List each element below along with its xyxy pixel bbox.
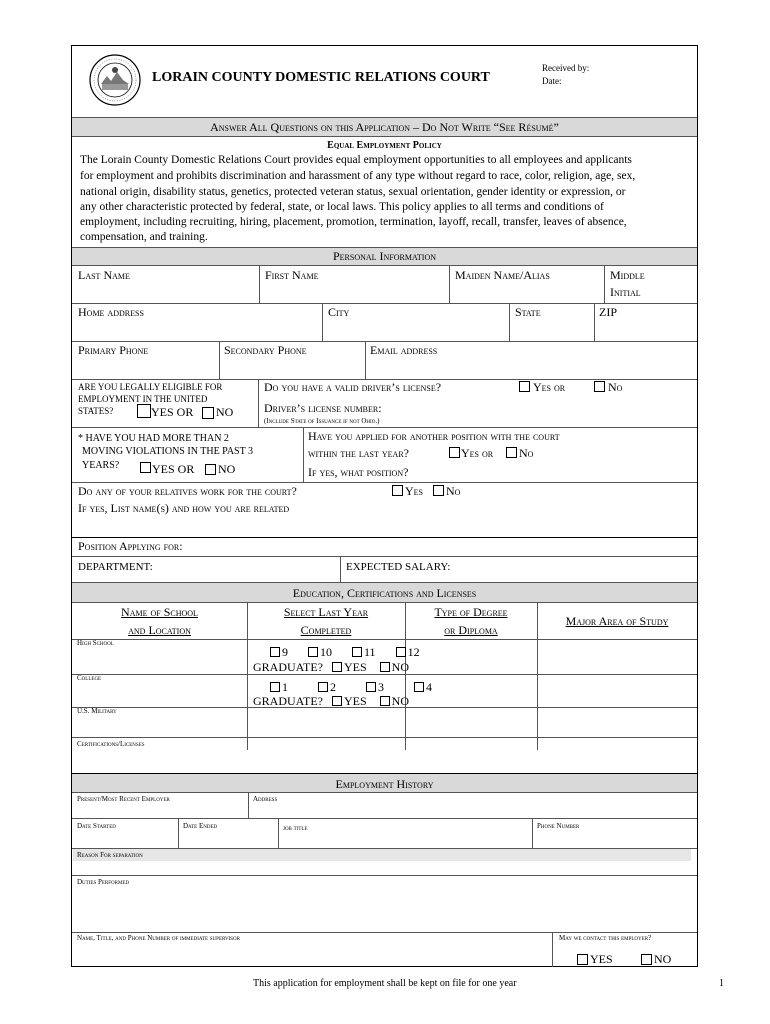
- hs-year-9: 9: [282, 645, 288, 659]
- last-name-field[interactable]: Last Name: [78, 268, 130, 282]
- hs-graduate-yes: YES: [344, 660, 367, 674]
- hs-year-10-checkbox[interactable]: [308, 647, 318, 657]
- hs-year-9-checkbox[interactable]: [270, 647, 280, 657]
- may-contact-no-checkbox[interactable]: [641, 954, 652, 965]
- military-label: U.S. Military: [77, 707, 117, 715]
- col-year-2: Completed: [300, 623, 352, 637]
- expected-salary-field[interactable]: EXPECTED SALARY:: [346, 561, 451, 573]
- zip-field[interactable]: ZIP: [599, 305, 617, 319]
- job-title-field[interactable]: job title: [283, 824, 308, 832]
- middle-initial-label-2: Initial: [610, 285, 641, 299]
- employment-heading: Employment History: [335, 777, 434, 791]
- hs-year-11-checkbox[interactable]: [352, 647, 362, 657]
- college-graduate-no-checkbox[interactable]: [380, 696, 390, 706]
- secondary-phone-field[interactable]: Secondary Phone: [224, 343, 307, 357]
- state-field[interactable]: State: [515, 305, 541, 319]
- violations-question: * HAVE YOU HAD MORE THAN 2: [78, 433, 229, 444]
- col-degree: Type of Degree: [434, 605, 508, 619]
- college-year-2: 2: [330, 680, 336, 694]
- hs-year-10: 10: [320, 645, 332, 659]
- certifications-label: Certifications/Licenses: [77, 740, 145, 748]
- hs-year-options: [270, 643, 420, 661]
- employer-field[interactable]: Present/Most Recent Employer: [77, 795, 170, 803]
- relatives-yes-label: Yes: [405, 484, 424, 498]
- may-contact-yes: YES: [590, 952, 613, 966]
- license-no-label: No: [608, 380, 623, 394]
- court-seal: [89, 54, 141, 106]
- relatives-yes-checkbox[interactable]: [392, 485, 403, 496]
- employer-address-field[interactable]: Address: [253, 795, 278, 803]
- hs-graduate-no-checkbox[interactable]: [380, 662, 390, 672]
- date-label: Date:: [542, 76, 562, 86]
- applied-no-label: No: [519, 446, 534, 460]
- date-started-field[interactable]: Date Started: [77, 822, 116, 830]
- col-degree-2: or Diploma: [444, 623, 498, 637]
- col-year: Select Last Year: [283, 605, 369, 619]
- middle-initial-label[interactable]: Middle: [610, 268, 645, 282]
- applied-no-checkbox[interactable]: [506, 447, 517, 458]
- hs-year-12-checkbox[interactable]: [396, 647, 406, 657]
- email-field[interactable]: Email address: [370, 343, 438, 357]
- policy-line: national origin, disability status, genetics, protected veteran status, sexual orientation, gender identity or expression, or: [80, 186, 626, 198]
- page-number: 1: [719, 978, 724, 989]
- college-graduate-no: NO: [391, 694, 410, 708]
- applied-position-field[interactable]: If yes, what position?: [308, 465, 409, 479]
- violations-yes-checkbox[interactable]: [140, 462, 151, 473]
- college-label: College: [77, 674, 102, 682]
- maiden-name-field[interactable]: Maiden Name/Alias: [455, 268, 550, 282]
- home-address-field[interactable]: Home address: [78, 305, 144, 319]
- college-graduate-yes: YES: [344, 694, 367, 708]
- college-graduate-label: GRADUATE?: [253, 694, 323, 708]
- policy-line: any other characteristic protected by federal, state, or local laws. This policy applies to all terms and conditions of: [80, 201, 604, 213]
- hs-graduate-label: GRADUATE?: [253, 660, 323, 674]
- violations-no-label: NO: [218, 462, 236, 476]
- high-school-label: High School: [77, 639, 114, 647]
- policy-line: The Lorain County Domestic Relations Court provides equal employment opportunities to all employees and applicants: [80, 154, 632, 166]
- col-major: Major Area of Study: [565, 614, 669, 628]
- supervisor-field[interactable]: Name, Title, and Phone Number of immediate supervisor: [77, 934, 240, 942]
- reason-separation-field[interactable]: Reason For separation: [77, 851, 143, 859]
- policy-title: Equal Employment Policy: [327, 140, 442, 151]
- hs-year-11: 11: [364, 645, 376, 659]
- may-contact-yes-checkbox[interactable]: [577, 954, 588, 965]
- reason-shade: [73, 849, 691, 861]
- may-contact-question: May we contact this employer?: [559, 934, 652, 942]
- eligible-question-2: EMPLOYMENT IN THE UNITED: [78, 394, 208, 404]
- policy-line: compensation, and training.: [80, 231, 208, 243]
- policy-line: for employment and prohibits discrimination and harassment of any type without regard to race, color, religion, age, sex,: [80, 170, 636, 182]
- violations-no-checkbox[interactable]: [205, 464, 216, 475]
- relatives-list-field[interactable]: If yes, List name(s) and how you are related: [78, 501, 290, 515]
- date-ended-field[interactable]: Date Ended: [183, 822, 218, 830]
- eligible-question: ARE YOU LEGALLY ELIGIBLE FOR: [78, 382, 223, 392]
- eligible-question-3: STATES?: [78, 406, 114, 416]
- college-graduate-yes-checkbox[interactable]: [332, 696, 342, 706]
- col-school-2: and Location: [128, 623, 191, 637]
- eligible-yes-checkbox[interactable]: [137, 404, 151, 418]
- violations-question-2: MOVING VIOLATIONS IN THE PAST 3: [82, 446, 254, 457]
- applied-yes-checkbox[interactable]: [449, 447, 460, 458]
- license-yes-label: Yes or: [533, 380, 566, 394]
- college-year-1: 1: [282, 680, 288, 694]
- eligible-no-label: NO: [216, 405, 234, 419]
- court-name: LORAIN COUNTY DOMESTIC RELATIONS COURT: [152, 70, 490, 85]
- applied-question-2: within the last year?: [308, 446, 409, 460]
- employer-phone-field[interactable]: Phone Number: [537, 822, 580, 830]
- col-school: Name of School: [121, 605, 198, 619]
- may-contact-no: NO: [654, 952, 672, 966]
- eligible-no-checkbox[interactable]: [202, 407, 214, 419]
- college-year-3: 3: [378, 680, 384, 694]
- instruction-banner-text: Answer All Questions on this Application – Do Not Write “See Résumé”: [210, 120, 559, 134]
- license-question: Do you have a valid driver’s license?: [264, 380, 442, 394]
- applied-yes-label: Yes or: [461, 446, 494, 460]
- applied-question: Have you applied for another position with the court: [308, 429, 560, 443]
- hs-graduate-yes-checkbox[interactable]: [332, 662, 342, 672]
- position-applying-field[interactable]: Position Applying for:: [78, 539, 183, 553]
- relatives-no-checkbox[interactable]: [433, 485, 444, 496]
- eligible-yes-label: YES OR: [151, 405, 194, 419]
- license-yes-checkbox[interactable]: [519, 381, 530, 392]
- violations-yes-label: YES OR: [152, 462, 195, 476]
- policy-line: employment, including recruiting, hiring, placement, promotion, termination, layoff, recall, transfer, leaves of absence,: [80, 216, 627, 228]
- license-no-checkbox[interactable]: [594, 381, 605, 392]
- footer-note: This application for employment shall be kept on file for one year: [253, 978, 517, 989]
- college-year-3-checkbox[interactable]: [366, 682, 376, 692]
- primary-phone-field[interactable]: Primary Phone: [78, 343, 149, 357]
- hs-graduate-no: NO: [391, 660, 410, 674]
- hs-graduate: [253, 660, 409, 675]
- hs-year-12: 12: [407, 645, 420, 659]
- violations-question-3: YEARS?: [82, 460, 120, 471]
- duties-field[interactable]: Duties Performed: [77, 878, 130, 886]
- first-name-field[interactable]: First Name: [265, 268, 319, 282]
- department-field[interactable]: DEPARTMENT:: [78, 561, 153, 573]
- license-note: (Include State of Issuance if not Ohio.): [264, 417, 380, 425]
- college-year-4-checkbox[interactable]: [414, 682, 424, 692]
- license-number-field[interactable]: Driver’s license number:: [264, 401, 382, 415]
- college-year-2-checkbox[interactable]: [318, 682, 328, 692]
- received-by-label: Received by:: [542, 63, 590, 73]
- relatives-no-label: No: [446, 484, 461, 498]
- city-field[interactable]: City: [328, 305, 350, 319]
- relatives-question: Do any of your relatives work for the court?: [78, 484, 297, 498]
- college-year-1-checkbox[interactable]: [270, 682, 280, 692]
- education-heading: Education, Certifications and Licenses: [292, 586, 477, 600]
- college-year-4: 4: [426, 680, 432, 694]
- personal-info-heading: Personal Information: [332, 249, 436, 263]
